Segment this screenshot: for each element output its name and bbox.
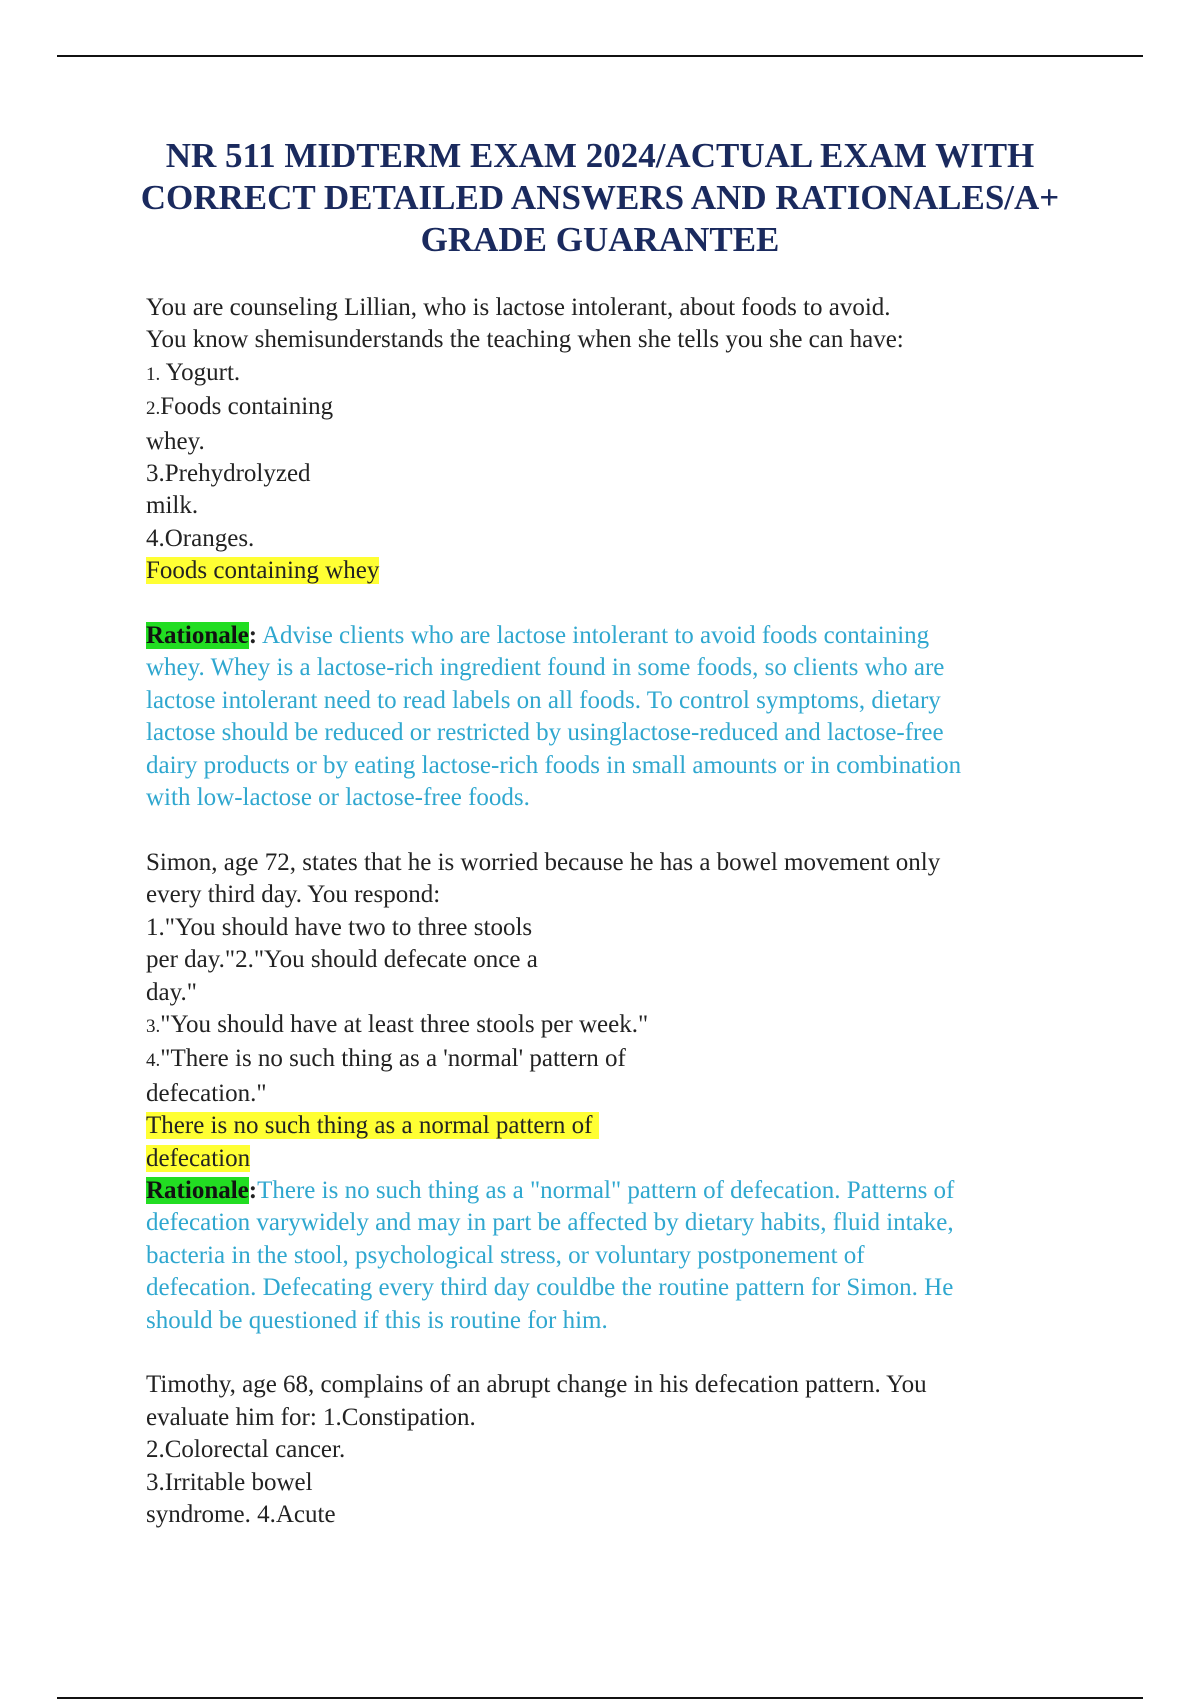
rationale-line: Rationale: Advise clients who are lactose intolerant to avoid foods containing bbox=[146, 622, 930, 650]
question-stem-line: You are counseling Lillian, who is lactose intolerant, about foods to avoid. bbox=[146, 294, 891, 321]
document-body bbox=[146, 292, 1086, 1531]
option-line: milk. bbox=[146, 492, 199, 520]
question-1 bbox=[146, 292, 1086, 814]
option-line: whey. bbox=[146, 427, 205, 455]
bottom-rule bbox=[57, 1697, 1143, 1699]
question-stem-line: Simon, age 72, states that he is worried because he has a bowel movement only bbox=[146, 848, 941, 876]
option-line: 1. Yogurt. bbox=[146, 358, 241, 386]
title-line: CORRECT DETAILED ANSWERS AND RATIONALES/A+ bbox=[140, 178, 1060, 217]
answer-line bbox=[146, 555, 1086, 587]
highlighted-answer: There is no such thing as a normal pattern of bbox=[146, 1112, 599, 1140]
highlighted-answer: Foods containing whey bbox=[146, 557, 380, 585]
question-stem-line: 1."You should have two to three stools bbox=[146, 913, 533, 941]
document-title bbox=[100, 135, 1100, 261]
question-stem-line: 3.Irritable bowel bbox=[146, 1468, 313, 1496]
rationale-line: bacteria in the stool, psychological stress, or voluntary postponement of bbox=[146, 1241, 865, 1269]
option-line: defecation." bbox=[146, 1079, 267, 1107]
rationale-label: Rationale bbox=[146, 1176, 249, 1204]
rationale-line: defecation. Defecating every third day couldbe the routine pattern for Simon. He bbox=[146, 1274, 954, 1302]
rationale-line: defecation varywidely and may in part be affected by dietary habits, fluid intake, bbox=[146, 1209, 954, 1237]
option-line: 3."You should have at least three stools per week." bbox=[146, 1010, 649, 1038]
option-line: 4.Oranges. bbox=[146, 524, 255, 552]
title-line: NR 511 MIDTERM EXAM 2024/ACTUAL EXAM WITH bbox=[165, 136, 1035, 175]
question-stem-line: 2.Colorectal cancer. bbox=[146, 1436, 346, 1464]
question-stem-line: day." bbox=[146, 978, 197, 1006]
rationale-line: should be questioned if this is routine for him. bbox=[146, 1306, 608, 1334]
highlighted-answer: defecation bbox=[146, 1144, 251, 1172]
option-line: 4."There is no such thing as a 'normal' pattern of bbox=[146, 1045, 626, 1073]
option-line: 3.Prehydrolyzed bbox=[146, 460, 311, 488]
rationale-line: with low-lactose or lactose-free foods. bbox=[146, 784, 530, 812]
rationale-line: lactose should be reduced or restricted by usinglactose-reduced and lactose-free bbox=[146, 719, 944, 747]
question-stem-line: syndrome. 4.Acute bbox=[146, 1500, 336, 1528]
rationale-line: dairy products or by eating lactose-rich foods in small amounts or in combination bbox=[146, 751, 962, 779]
answer-line bbox=[146, 1143, 1086, 1175]
option-line: 2.Foods containing bbox=[146, 393, 334, 421]
top-rule bbox=[57, 55, 1143, 57]
rationale-label: Rationale bbox=[146, 622, 249, 650]
title-line: GRADE GUARANTEE bbox=[420, 220, 780, 259]
question-stem-line: every third day. You respond: bbox=[146, 881, 441, 909]
question-stem-line: evaluate him for: 1.Constipation. bbox=[146, 1403, 476, 1431]
question-stem-line: Timothy, age 68, complains of an abrupt change in his defecation pattern. You bbox=[146, 1371, 927, 1399]
question-stem-line: per day."2."You should defecate once a bbox=[146, 946, 538, 974]
rationale-line: whey. Whey is a lactose-rich ingredient found in some foods, so clients who are bbox=[146, 654, 945, 682]
question-3 bbox=[146, 1369, 1086, 1531]
rationale-line: lactose intolerant need to read labels on all foods. To control symptoms, dietary bbox=[146, 686, 941, 714]
question-stem-line: You know shemisunderstands the teaching when she tells you she can have: bbox=[146, 326, 904, 354]
question-2 bbox=[146, 847, 1086, 1337]
answer-line bbox=[146, 1110, 1086, 1142]
rationale-line: Rationale:There is no such thing as a "normal" pattern of defecation. Patterns of bbox=[146, 1176, 955, 1204]
